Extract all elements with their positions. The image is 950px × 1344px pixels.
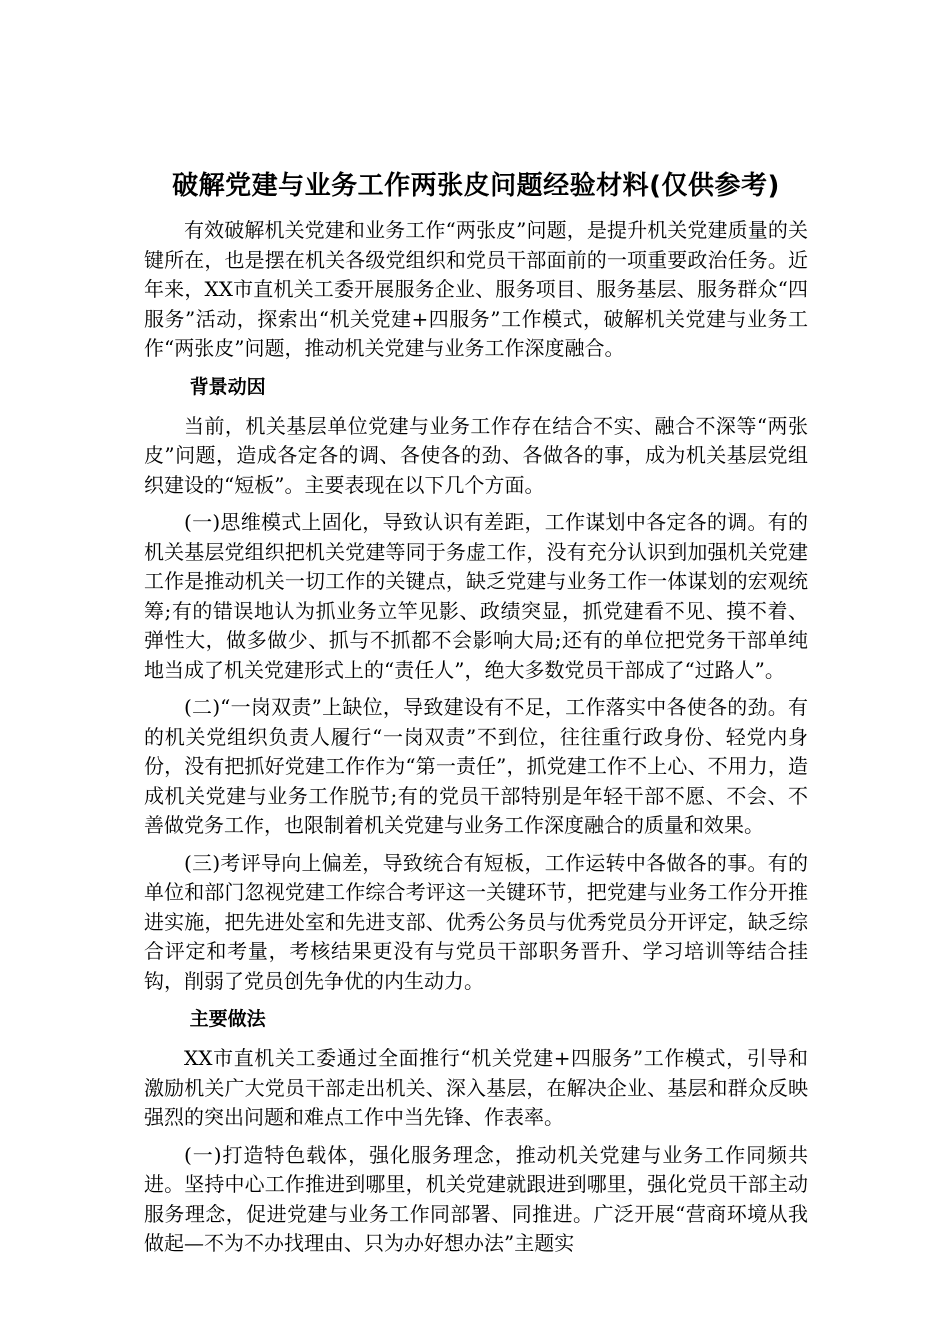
section-heading-practices: 主要做法 <box>189 1008 266 1030</box>
document-title: 破解党建与业务工作两张皮问题经验材料(仅供参考) <box>172 171 780 201</box>
intro-paragraph: 有效破解机关党建和业务工作“两张皮”问题，是提升机关党建质量的关键所在，也是摆在机关各级党组织和党员干部面前的一项重要政治任务。近年来，XX市直机关工委开展服务企业、服务项目、服务基层、服务群众“四服务”活动，探索出“机关党建+四服务”工作模式，破解机关党建与业务工作“两张皮”问题，推动机关党建与业务工作深度融合。 <box>144 218 808 360</box>
background-paragraph-4: (三)考评导向上偏差，导致统合有短板，工作运转中各做各的事。有的单位和部门忽视党建工作综合考评这一关键环节，把党建与业务工作分开推进实施，把先进处室和先进支部、优秀公务员与优秀党员分开评定，缺乏综合评定和考量，考核结果更没有与党员干部职务晋升、学习培训等结合挂钩，削弱了党员创先争优的内生动力。 <box>144 850 808 993</box>
background-paragraph-3: (二)“一岗双责”上缺位，导致建设有不足，工作落实中各使各的劲。有的机关党组织负责人履行“一岗双责”不到位，往往重行政身份、轻党内身份，没有把抓好党建工作作为“第一责任”，抓党建工作不上心、不用力，造成机关党建与业务工作脱节;有的党员干部特别是年轻干部不愿、不会、不善做党务工作，也限制着机关党建与业务工作深度融合的质量和效果。 <box>144 695 808 837</box>
section-heading-background: 背景动因 <box>189 375 266 398</box>
document-page <box>144 166 808 1267</box>
background-paragraph-2: (一)思维模式上固化，导致认识有差距，工作谋划中各定各的调。有的机关基层党组织把机关党建等同于务虚工作，没有充分认识到加强机关党建工作是推动机关一切工作的关键点，缺乏党建与业务工作一体谋划的宏观统筹;有的错误地认为抓业务立竿见影、政绩突显，抓党建看不见、摸不着、弹性大，做多做少、抓与不抓都不会影响大局;还有的单位把党务干部单纯地当成了机关党建形式上的“责任人”，绝大多数党员干部成了“过路人”。 <box>144 510 808 682</box>
practices-paragraph-2: (一)打造特色载体，强化服务理念，推动机关党建与业务工作同频共进。坚持中心工作推进到哪里，机关党建就跟进到哪里，强化党员干部主动服务理念，促进党建与业务工作同部署、同推进。广泛开展“营商环境从我做起—不为不办找理由、只为办好想办法”主题实 <box>144 1142 808 1255</box>
practices-paragraph-1: XX市直机关工委通过全面推行“机关党建+四服务”工作模式，引导和激励机关广大党员干部走出机关、深入基层，在解决企业、基层和群众反映强烈的突出问题和难点工作中当先锋、作表率。 <box>144 1046 808 1129</box>
background-paragraph-1: 当前，机关基层单位党建与业务工作存在结合不实、融合不深等“两张皮”问题，造成各定各的调、各使各的劲、各做各的事，成为机关基层党组织建设的“短板”。主要表现在以下几个方面。 <box>144 413 808 497</box>
